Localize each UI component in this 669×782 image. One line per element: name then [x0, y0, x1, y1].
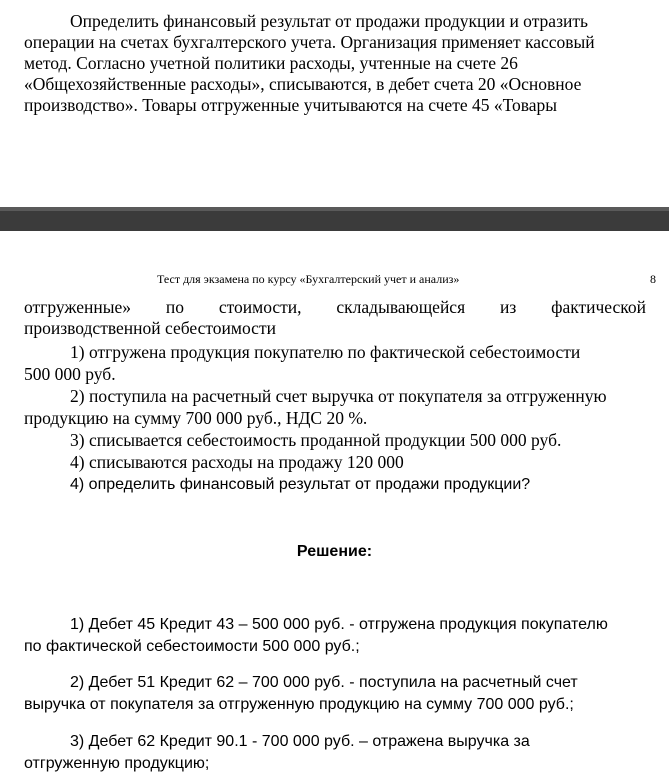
- solution-entry-2-line-2: выручка от покупателя за отгруженную продукцию на сумму 700 000 руб.;: [24, 696, 574, 713]
- solution-entry-3-line-1: 3) Дебет 62 Кредит 90.1 - 700 000 руб. – отражена выручка за: [70, 733, 530, 750]
- continuation-line-1: отгруженные» по стоимости, складывающейся из фактической: [24, 297, 646, 317]
- solution-entry-2-line-1: 2) Дебет 51 Кредит 62 – 700 000 руб. - поступила на расчетный счет: [70, 674, 578, 691]
- solution-entry-1-line-2: по фактической себестоимости 500 000 руб.;: [24, 638, 360, 655]
- solution-entry-1-line-1: 1) Дебет 45 Кредит 43 – 500 000 руб. - отгружена продукция покупателю: [70, 616, 608, 633]
- task-line-2: операции на счетах бухгалтерского учета. Организация применяет кассовый: [24, 32, 595, 52]
- item-1-line-2: 500 000 руб.: [24, 364, 116, 384]
- task-line-1: Определить финансовый результат от продажи продукции и отразить: [70, 11, 588, 31]
- continuation-line-2: производственной себестоимости: [24, 318, 276, 338]
- task-line-3: метод. Согласно учетной политики расходы, учтенные на счете 26: [24, 53, 518, 73]
- item-2-line-1: 2) поступила на расчетный счет выручка от покупателя за отгруженную: [70, 386, 607, 406]
- task-line-4: «Общехозяйственные расходы», списываются, в дебет счета 20 «Основное: [24, 74, 582, 94]
- item-5-line: 4) определить финансовый результат от продажи продукции?: [70, 476, 531, 493]
- item-1-line-1: 1) отгружена продукция покупателю по фактической себестоимости: [70, 342, 581, 362]
- task-line-5: производство». Товары отгруженные учитываются на счете 45 «Товары: [24, 95, 558, 115]
- header-title: Тест для экзамена по курсу «Бухгалтерский учет и анализ»: [157, 272, 460, 286]
- running-header: [0, 271, 669, 287]
- page-break-edge: [0, 207, 669, 211]
- item-3-line: 3) списывается себестоимость проданной продукции 500 000 руб.: [70, 430, 562, 450]
- solution-entry-3-line-2: отгруженную продукцию;: [24, 755, 210, 772]
- item-2-line-2: продукцию на сумму 700 000 руб., НДС 20 %.: [24, 408, 368, 428]
- solution-heading: Решение:: [296, 543, 373, 560]
- item-4-line: 4) списываются расходы на продажу 120 000: [70, 452, 404, 472]
- page-top: [0, 0, 669, 200]
- page-number: 8: [650, 272, 656, 286]
- page-break: [0, 207, 669, 231]
